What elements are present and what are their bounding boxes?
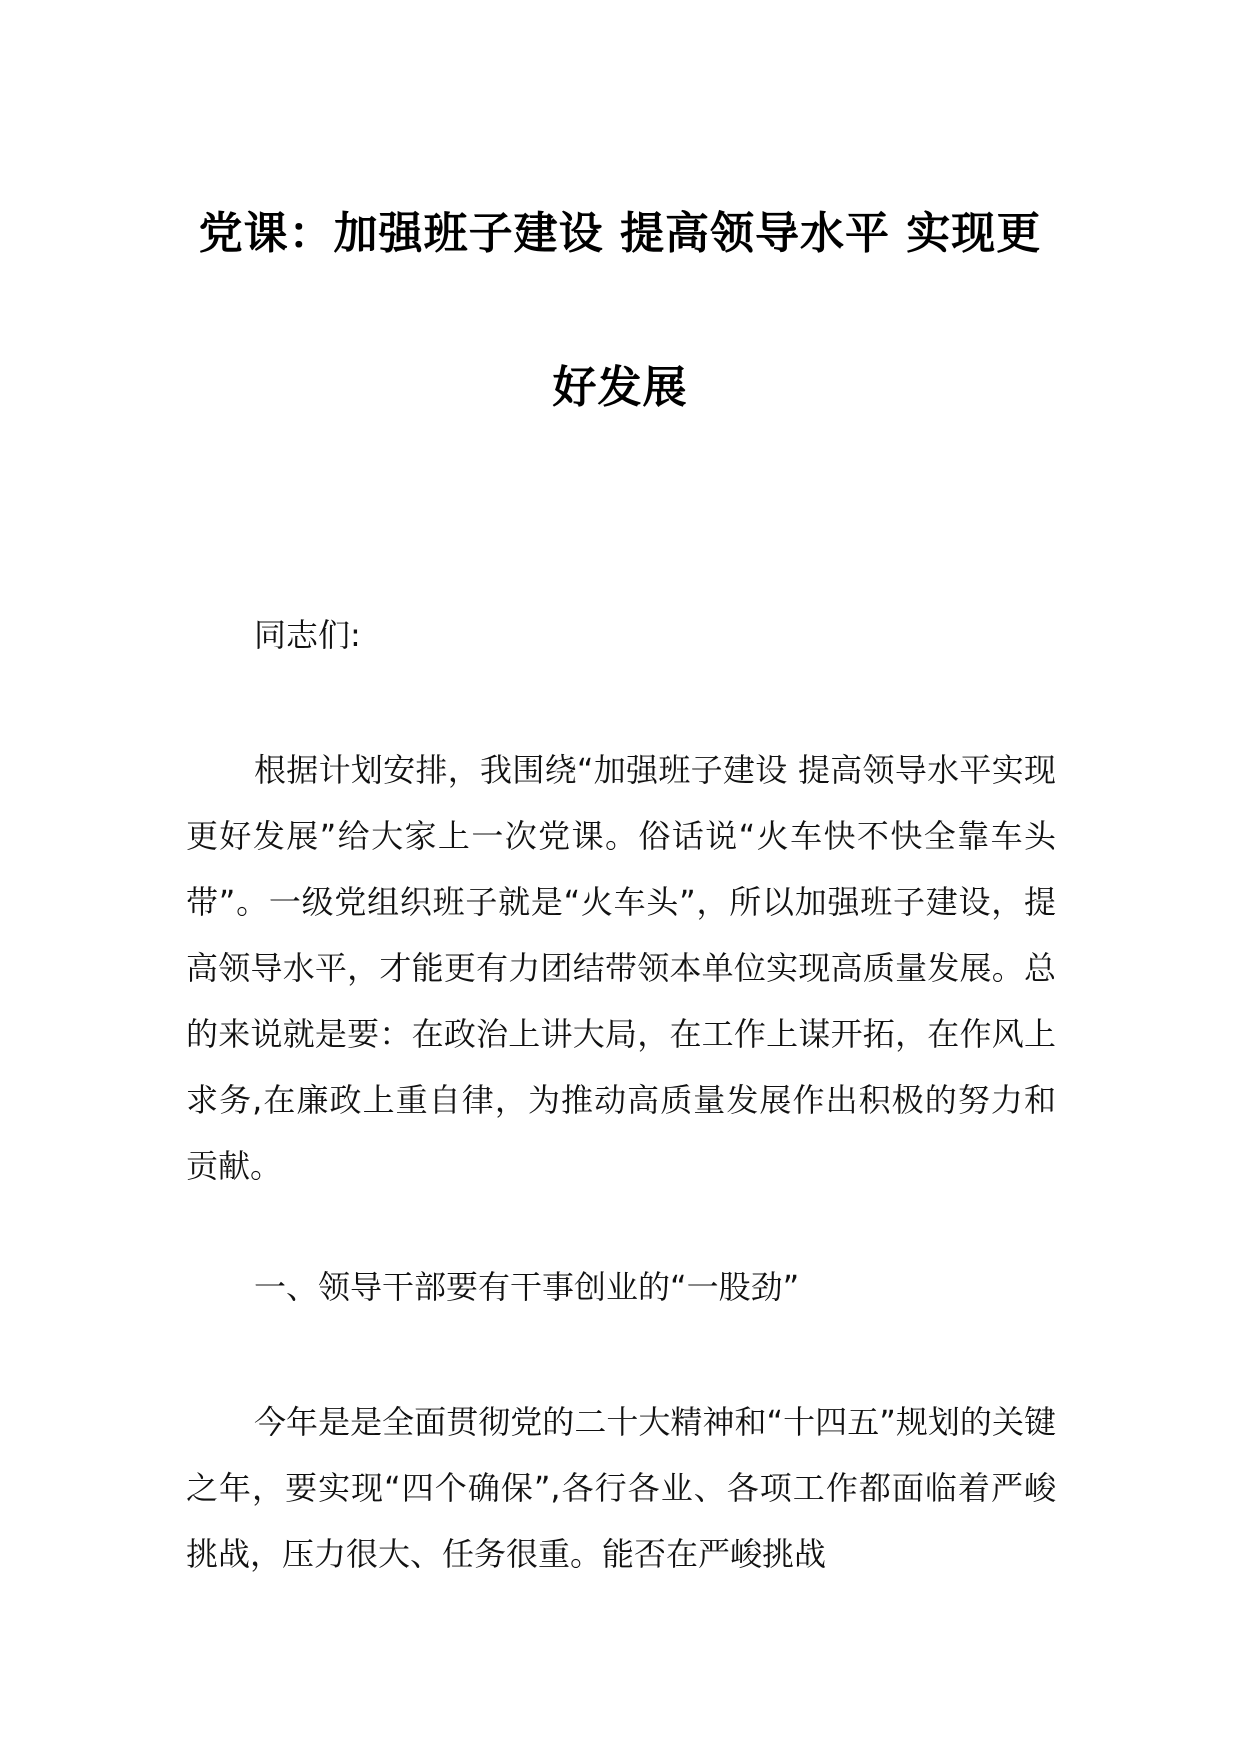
body-paragraph-2: 今年是是全面贯彻党的二十大精神和“十四五”规划的关键之年，要实现“四个确保”,各行各业、各项工作都面临着严峻挑战，压力很大、任务很重。能否在严峻挑战 (186, 1403, 1056, 1573)
greeting: 同志们: (254, 616, 361, 654)
section-heading-1: 一、领导干部要有干事创业的“一股劲” (254, 1268, 800, 1306)
document-title-line-1: 党课：加强班子建设 提高领导水平 实现更 (198, 208, 1042, 259)
body-paragraph-1: 根据计划安排，我围绕“加强班子建设 提高领导水平实现更好发展”给大家上一次党课。俗话说“火车快不快全靠车头带”。一级党组织班子就是“火车头”，所以加强班子建设，提高领导水平，才能更有力团结带领本单位实现高质量发展。总的来说就是要：在政治上讲大局，在工作上谋开拓，在作风上求务,在廉政上重自律，为推动高质量发展作出积极的努力和贡献。 (186, 751, 1056, 1185)
document-title-line-2: 好发展 (552, 362, 688, 413)
